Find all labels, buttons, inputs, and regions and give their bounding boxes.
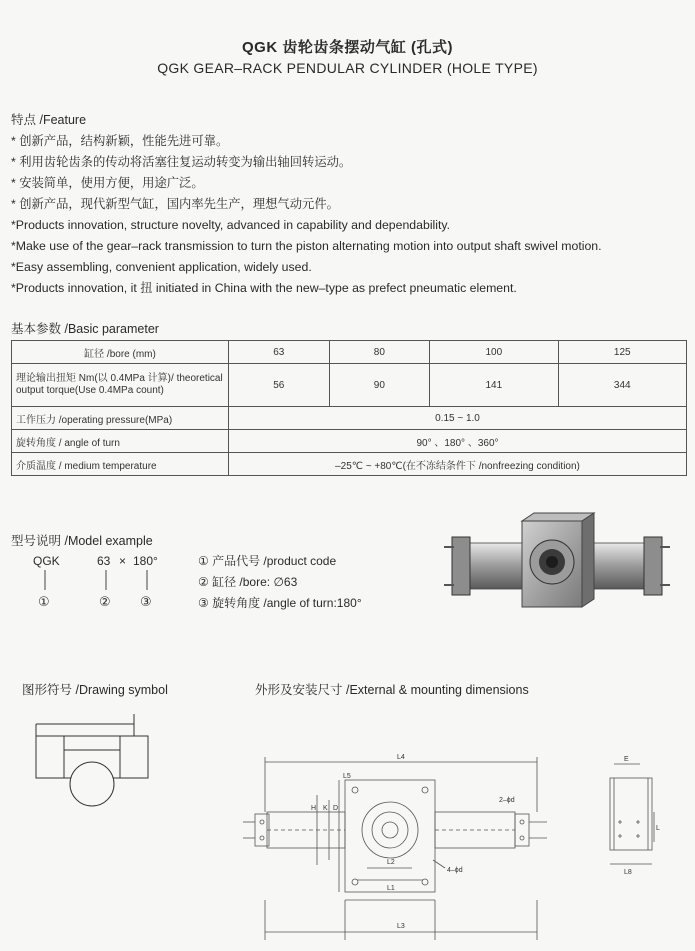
feature-item: * 安装简单，使用方便，用途广泛。 [11, 176, 204, 190]
dim-label-L5: L5 [343, 773, 351, 780]
dimensions-heading: 外形及安装尺寸 /External & mounting dimensions [255, 683, 529, 697]
feature-item: *Easy assembling, convenient application, widely used. [11, 260, 312, 274]
feature-list [11, 131, 691, 299]
medium-value: –25℃ ~ +80℃(在不冻结条件下 /nonfreezing condition) [229, 453, 687, 476]
table-row [12, 407, 687, 430]
table-row [12, 341, 687, 364]
model-angle: 180° [133, 554, 158, 568]
table-row [12, 364, 687, 407]
drawing-symbol-heading: 图形符号 /Drawing symbol [22, 683, 168, 697]
dim-label-H: H [311, 805, 317, 812]
model-code: QGK [33, 554, 60, 568]
model-desc-product-code: ① 产品代号 /product code [198, 554, 337, 568]
medium-label: 介质温度 / medium temperature [12, 453, 229, 476]
bore-value: 80 [329, 341, 430, 364]
feature-item: * 创新产品，现代新型气缸，国内率先生产，理想气动元件。 [11, 197, 339, 211]
model-desc-bore: ② 缸径 /bore: ∅63 [198, 575, 298, 589]
model-desc-angle: ③ 旋转角度 /angle of turn:180° [198, 596, 362, 610]
pressure-value: 0.15 ~ 1.0 [229, 407, 687, 430]
torque-value: 90 [329, 364, 430, 407]
dim-label-K: K [323, 805, 328, 812]
dim-label-L2: L2 [387, 859, 395, 866]
table-row [12, 453, 687, 476]
model-tick-lines [30, 568, 160, 594]
dim-label-4pd: 4–ϕd [447, 867, 463, 874]
torque-value: 141 [430, 364, 558, 407]
model-example-heading: 型号说明 /Model example [11, 534, 153, 548]
pressure-label: 工作压力 /operating pressure(MPa) [12, 407, 229, 430]
dimension-drawing [237, 750, 557, 945]
feature-item: * 创新产品，结构新颖，性能先进可靠。 [11, 134, 229, 148]
model-marker-3: ③ [140, 594, 152, 609]
page-title-en: QGK GEAR–RACK PENDULAR CYLINDER (HOLE TYPE) [157, 60, 538, 76]
model-marker-2: ② [99, 594, 111, 609]
feature-item: *Make use of the gear–rack transmission to turn the piston alternating motion into output shaft swivel motion. [11, 239, 602, 253]
dim-label-L3: L3 [397, 923, 405, 930]
feature-heading: 特点 /Feature [11, 113, 87, 127]
dim-label-L1: L1 [387, 885, 395, 892]
side-view-drawing [600, 752, 662, 877]
dim-label-L: L [656, 825, 660, 832]
angle-value: 90° 、180° 、360° [229, 430, 687, 453]
torque-value: 344 [558, 364, 687, 407]
dim-label-2pd: 2–ϕd [499, 797, 515, 804]
dim-label-E: E [624, 756, 629, 763]
feature-item: * 利用齿轮齿条的传动将活塞往复运动转变为输出轴回转运动。 [11, 155, 352, 169]
dim-label-L4: L4 [397, 754, 405, 761]
angle-label: 旋转角度 / angle of turn [12, 430, 229, 453]
torque-label: 理论输出扭矩 Nm(以 0.4MPa 计算)/ theoretical output torque(Use 0.4MPa count) [12, 364, 229, 407]
bore-value: 125 [558, 341, 687, 364]
basic-parameter-table [11, 340, 687, 476]
table-row [12, 430, 687, 453]
dim-label-D: D [333, 805, 339, 812]
feature-item: *Products innovation, structure novelty, advanced in capability and dependability. [11, 218, 451, 232]
feature-item: *Products innovation, it 扭 initiated in China with the new–type as prefect pneumatic element. [11, 281, 517, 295]
model-bore: 63 [97, 554, 111, 568]
bore-value: 63 [229, 341, 330, 364]
bore-label: 缸径 /bore (mm) [12, 341, 229, 364]
product-photo [442, 507, 672, 619]
drawing-symbol [34, 712, 164, 812]
dim-label-L8: L8 [624, 869, 632, 876]
model-marker-1: ① [38, 594, 50, 609]
bore-value: 100 [430, 341, 558, 364]
torque-value: 56 [229, 364, 330, 407]
page-title-cn: QGK 齿轮齿条摆动气缸 (孔式) [242, 39, 453, 56]
model-times: × [119, 554, 127, 568]
basic-parameter-heading: 基本参数 /Basic parameter [11, 322, 159, 336]
